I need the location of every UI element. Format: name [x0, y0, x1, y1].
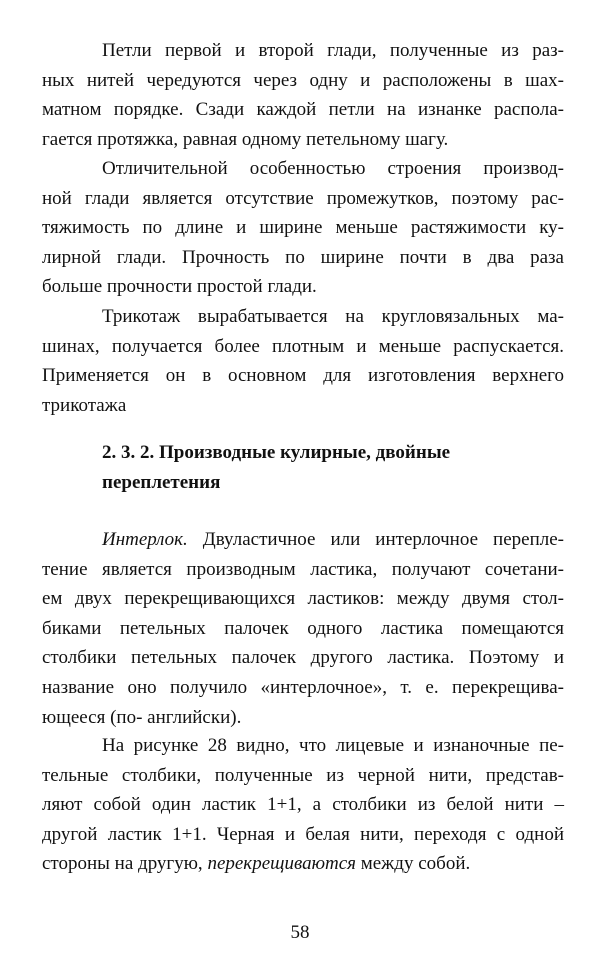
paragraph-4-line-text: Двуластичное или интерлочное перепле-	[187, 529, 564, 550]
lead-term: Интерлок.	[102, 529, 188, 550]
paragraph-1	[42, 36, 564, 154]
section-heading-line: переплетения	[102, 471, 221, 493]
paragraph-3-line: Трикотаж вырабатывается на кругловязальных ма-	[102, 306, 564, 327]
paragraph-1-line: матном порядке. Сзади каждой петли на изнанке распола-	[42, 99, 564, 121]
paragraph-5	[42, 731, 564, 879]
paragraph-5-line: тельные столбики, полученные из черной нити, представ-	[42, 764, 564, 786]
section-heading	[102, 438, 542, 497]
paragraph-5-line: На рисунке 28 видно, что лицевые и изнаночные пе-	[102, 735, 564, 756]
paragraph-5-line-end: между собой.	[355, 853, 471, 875]
paragraph-1-line: ных нитей чередуются через одну и расположены в шах-	[42, 69, 564, 91]
paragraph-2-line: больше прочности простой глади.	[42, 276, 317, 298]
paragraph-1-line: гается протяжка, равная одному петельному шагу.	[42, 128, 449, 150]
paragraph-2	[42, 154, 564, 302]
paragraph-5-line-start: стороны на другую,	[42, 853, 208, 875]
paragraph-4-line	[42, 525, 564, 555]
paragraph-5-line: другой ластик 1+1. Черная и белая нити, переходя с одной	[42, 823, 564, 845]
paragraph-4-line: ем двух перекрещивающихся ластиков: между двумя стол-	[42, 588, 564, 610]
paragraph-1-line: Петли первой и второй глади, полученные из раз-	[102, 40, 564, 61]
paragraph-2-line: Отличительной особенностью строения производ-	[102, 158, 564, 179]
paragraph-5-line	[42, 849, 564, 879]
paragraph-2-line: лирной глади. Прочность по ширине почти в два раза	[42, 246, 564, 268]
paragraph-3-line: Применяется он в основном для изготовления верхнего	[42, 365, 564, 387]
paragraph-5-line: ляют собой один ластик 1+1, а столбики из белой нити –	[42, 794, 564, 816]
paragraph-4-line: столбики петельных палочек другого ластика. Поэтому и	[42, 647, 564, 669]
paragraph-4-line: тение является производным ластика, получают сочетани-	[42, 558, 564, 580]
paragraph-4	[42, 525, 564, 732]
paragraph-3-line: трикотажа	[42, 394, 127, 416]
section-heading-line: 2. 3. 2. Производные кулирные, двойные	[102, 442, 451, 463]
emphasis-term: перекрещиваются	[207, 853, 356, 875]
paragraph-4-line: ющееся (по- английски).	[42, 706, 242, 728]
paragraph-3-line: шинах, получается более плотным и меньше распускается.	[42, 335, 564, 357]
paragraph-2-line: тяжимость по длине и ширине меньше растяжимости ку-	[42, 217, 564, 239]
paragraph-4-line: биками петельных палочек одного ластика помещаются	[42, 617, 564, 639]
page-number: 58	[290, 922, 310, 943]
paragraph-4-line: название оно получило «интерлочное», т. е. перекрещива-	[42, 676, 564, 698]
paragraph-2-line: ной глади является отсутствие промежутков, поэтому рас-	[42, 187, 564, 209]
paragraph-3	[42, 302, 564, 420]
